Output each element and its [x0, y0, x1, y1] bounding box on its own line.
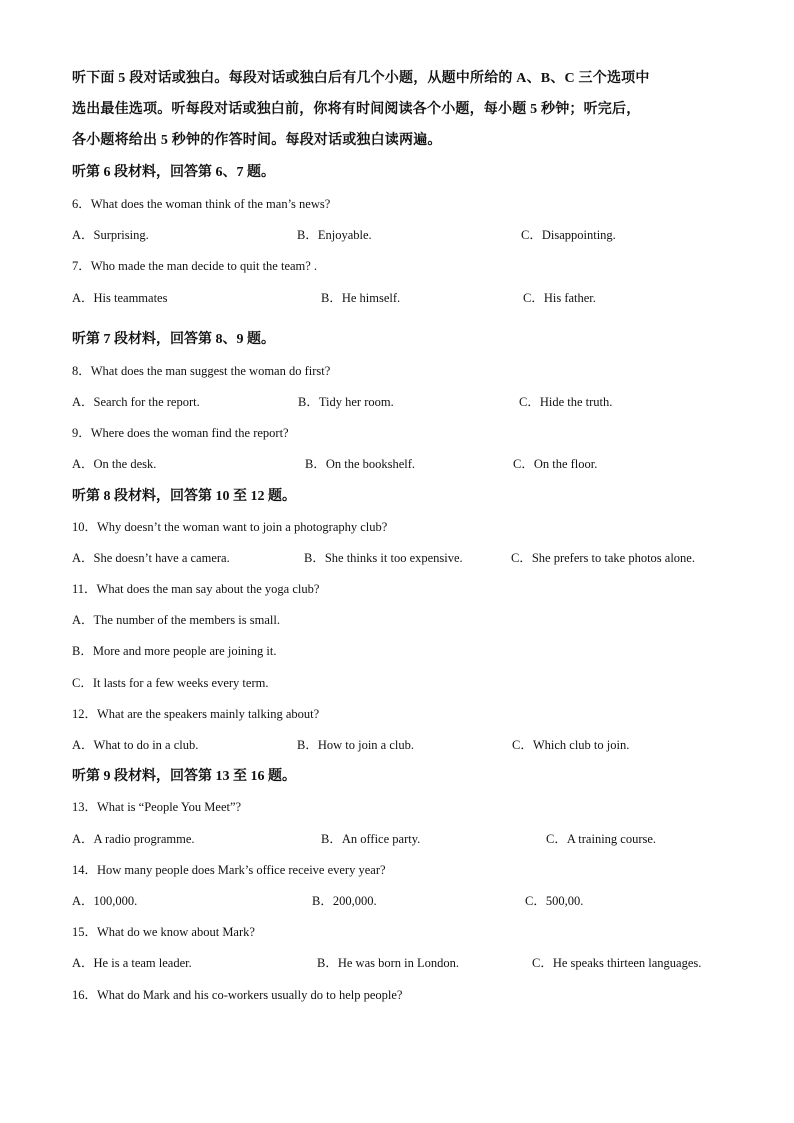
option-10a: A．She doesn’t have a camera.	[72, 551, 230, 565]
option-10b: B．She thinks it too expensive.	[304, 551, 463, 565]
option-15c: C．He speaks thirteen languages.	[532, 956, 702, 970]
option-6a: A．Surprising.	[72, 228, 149, 242]
option-15a: A．He is a team leader.	[72, 956, 192, 970]
option-6c: C．Disappointing.	[521, 228, 616, 242]
question-12: 12．What are the speakers mainly talking about?	[72, 707, 320, 721]
question-13: 13．What is “People You Meet”?	[72, 800, 242, 814]
instruction-line-1: 听下面 5 段对话或独白。每段对话或独白后有几个小题，从题中所给的 A、B、C 三个选项中	[72, 71, 650, 86]
option-13b: B．An office party.	[321, 832, 421, 846]
option-15b: B．He was born in London.	[317, 956, 459, 970]
section-heading-9: 听第 9 段材料，回答第 13 至 16 题。	[72, 769, 296, 784]
section-heading-7: 听第 7 段材料，回答第 8、9 题。	[72, 332, 275, 347]
option-11b: B．More and more people are joining it.	[72, 644, 277, 658]
option-11a: A．The number of the members is small.	[72, 613, 280, 627]
option-9a: A．On the desk.	[72, 457, 157, 471]
question-7: 7．Who made the man decide to quit the team? .	[72, 259, 318, 273]
question-8: 8．What does the man suggest the woman do first?	[72, 364, 331, 378]
option-8a: A．Search for the report.	[72, 395, 200, 409]
question-14: 14．How many people does Mark’s office receive every year?	[72, 863, 386, 877]
option-8b: B．Tidy her room.	[298, 395, 394, 409]
option-7a: A．His teammates	[72, 291, 168, 305]
option-7c: C．His father.	[523, 291, 596, 305]
question-10: 10．Why doesn’t the woman want to join a photography club?	[72, 520, 388, 534]
option-12a: A．What to do in a club.	[72, 738, 199, 752]
question-11: 11．What does the man say about the yoga club?	[72, 582, 320, 596]
option-10c: C．She prefers to take photos alone.	[511, 551, 695, 565]
option-14a: A．100,000.	[72, 894, 138, 908]
option-12b: B．How to join a club.	[297, 738, 415, 752]
option-14b: B．200,000.	[312, 894, 377, 908]
option-12c: C．Which club to join.	[512, 738, 630, 752]
question-16: 16．What do Mark and his co-workers usually do to help people?	[72, 988, 403, 1002]
option-7b: B．He himself.	[321, 291, 401, 305]
option-9c: C．On the floor.	[513, 457, 598, 471]
instruction-line-2: 选出最佳选项。听每段对话或独白前，你将有时间阅读各个小题，每小题 5 秒钟；听完后，	[72, 102, 641, 117]
option-13a: A．A radio programme.	[72, 832, 195, 846]
option-6b: B．Enjoyable.	[297, 228, 372, 242]
option-11c: C．It lasts for a few weeks every term.	[72, 676, 269, 690]
option-9b: B．On the bookshelf.	[305, 457, 416, 471]
section-heading-8: 听第 8 段材料，回答第 10 至 12 题。	[72, 489, 296, 504]
question-6: 6．What does the woman think of the man’s news?	[72, 197, 331, 211]
option-14c: C．500,00.	[525, 894, 584, 908]
option-8c: C．Hide the truth.	[519, 395, 613, 409]
section-heading-6: 听第 6 段材料，回答第 6、7 题。	[72, 165, 275, 180]
question-15: 15．What do we know about Mark?	[72, 925, 255, 939]
instruction-line-3: 各小题将给出 5 秒钟的作答时间。每段对话或独白读两遍。	[72, 133, 442, 148]
question-9: 9．Where does the woman find the report?	[72, 426, 289, 440]
option-13c: C．A training course.	[546, 832, 657, 846]
